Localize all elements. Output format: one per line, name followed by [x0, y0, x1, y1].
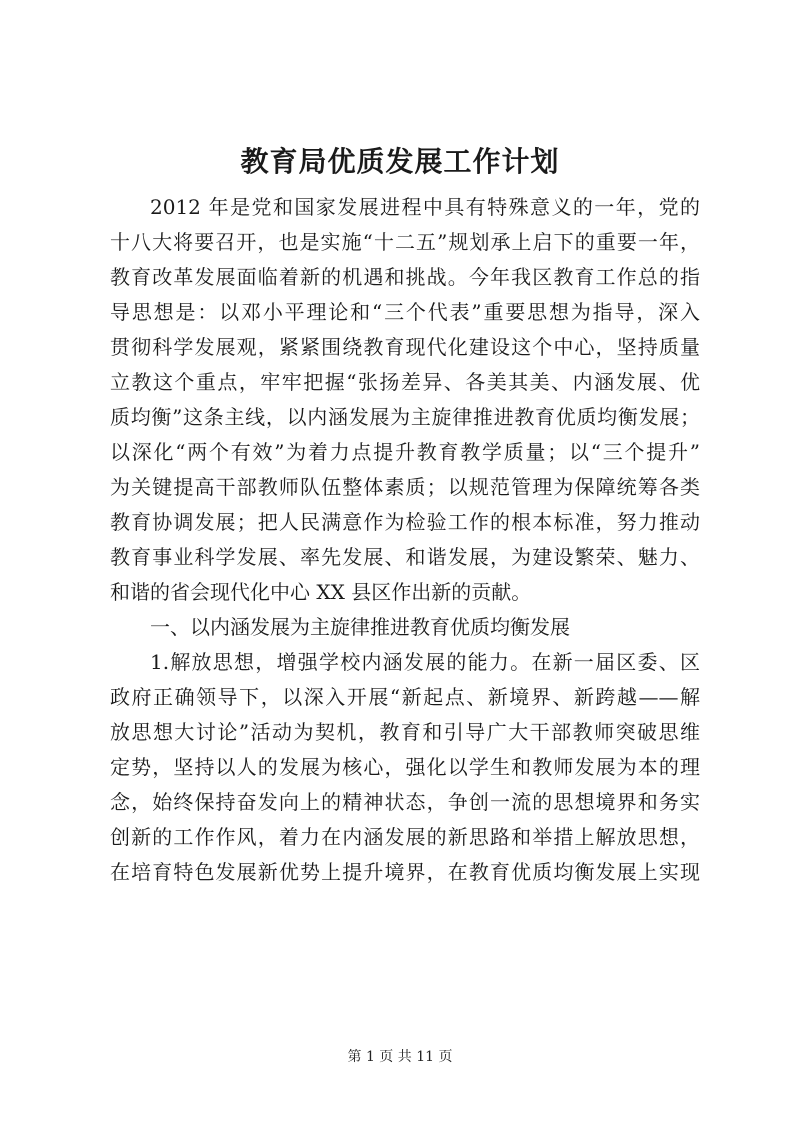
paragraph-line: 贯彻科学发展观，紧紧围绕教育现代化建设这个中心，坚持质量 — [110, 335, 700, 359]
paragraph-line: 念，始终保持奋发向上的精神状态，争创一流的思想境界和务实 — [110, 790, 700, 814]
paragraph-line: 立教这个重点，牢牢把握“张扬差异、各美其美、内涵发展、优 — [110, 370, 700, 394]
paragraph-line: 十八大将要召开，也是实施“十二五”规划承上启下的重要一年， — [110, 230, 700, 254]
paragraph-line: 教育改革发展面临着新的机遇和挑战。今年我区教育工作总的指 — [110, 265, 700, 289]
paragraph-line: 为关键提高干部教师队伍整体素质；以规范管理为保障统筹各类 — [110, 475, 700, 499]
paragraph-line: 放思想大讨论”活动为契机，教育和引导广大干部教师突破思维 — [110, 720, 700, 744]
paragraph-line: 在培育特色发展新优势上提升境界，在教育优质均衡发展上实现 — [110, 860, 700, 884]
paragraph-line: 1.解放思想，增强学校内涵发展的能力。在新一届区委、区 — [150, 650, 700, 674]
paragraph-line: 以深化“两个有效”为着力点提升教育教学质量；以“三个提升” — [110, 440, 700, 464]
paragraph-line: 定势，坚持以人的发展为核心，强化以学生和教师发展为本的理 — [110, 755, 700, 779]
paragraph-line: 教育事业科学发展、率先发展、和谐发展，为建设繁荣、魅力、 — [110, 545, 700, 569]
document-title: 教育局优质发展工作计划 — [240, 145, 560, 178]
paragraph-line: 政府正确领导下，以深入开展“新起点、新境界、新跨越——解 — [110, 685, 700, 709]
paragraph-line: 导思想是：以邓小平理论和“三个代表”重要思想为指导，深入 — [110, 300, 700, 324]
paragraph-line: 和谐的省会现代化中心 XX 县区作出新的贡献。 — [110, 580, 532, 604]
section-heading: 一、以内涵发展为主旋律推进教育优质均衡发展 — [150, 615, 570, 639]
page-footer: 第 1 页 共 11 页 — [347, 1049, 453, 1065]
paragraph-line: 2012 年是党和国家发展进程中具有特殊意义的一年，党的 — [150, 195, 700, 219]
paragraph-line: 创新的工作作风，着力在内涵发展的新思路和举措上解放思想， — [110, 825, 700, 849]
document-body — [110, 190, 700, 890]
paragraph-line: 教育协调发展；把人民满意作为检验工作的根本标准，努力推动 — [110, 510, 700, 534]
paragraph-line: 质均衡”这条主线，以内涵发展为主旋律推进教育优质均衡发展； — [110, 405, 700, 429]
